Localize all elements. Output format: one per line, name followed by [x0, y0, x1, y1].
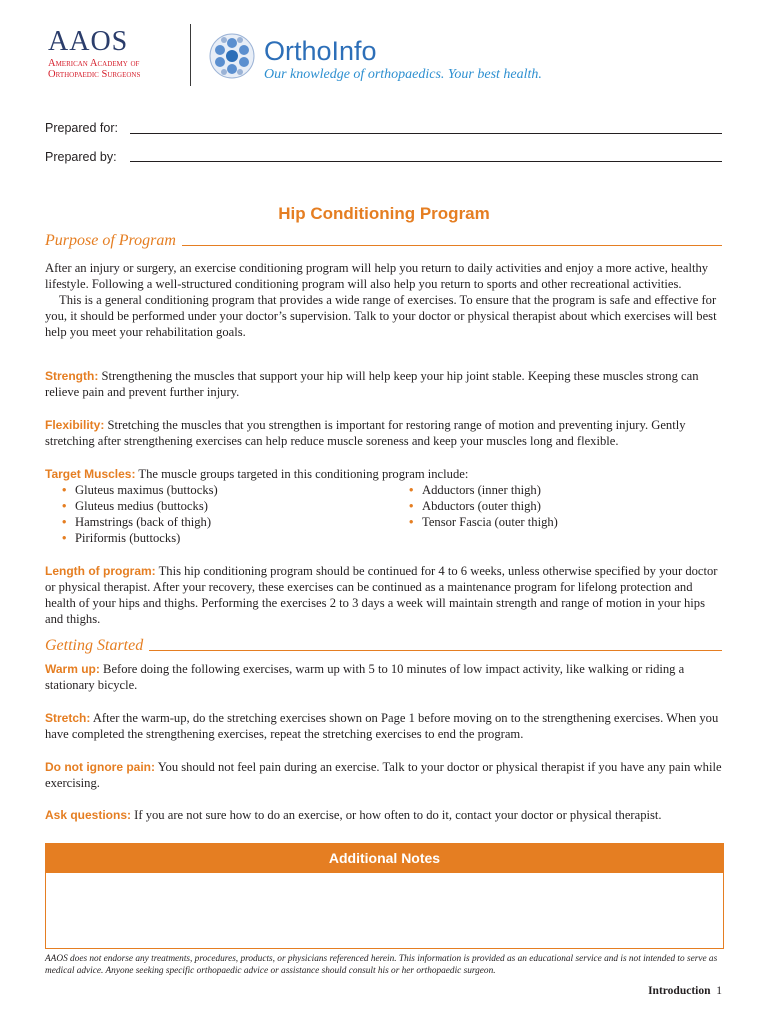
getting-started-heading-text: Getting Started [45, 637, 144, 654]
aaos-mark: AAOS [48, 26, 129, 57]
target-muscles-list-right [407, 482, 707, 530]
target-muscles-paragraph [45, 466, 723, 482]
questions-label: Ask questions: [45, 808, 132, 822]
disclaimer: AAOS does not endorse any treatments, procedures, products, or physicians referenced herein. This information is provided as an educational service and is not intended to serve as medical advice. Anyone seeking specific orthopaedic advice or assistance should consult his or her orthopaedic surgeon. [45, 954, 718, 976]
stretch-paragraph [45, 710, 723, 742]
length-label: Length of program: [45, 564, 156, 578]
flexibility-label: Flexibility: [45, 418, 105, 432]
warmup-paragraph [45, 661, 723, 693]
strength-label: Strength: [45, 369, 99, 383]
list-item: • Gluteus maximus (buttocks) [60, 482, 390, 498]
length-paragraph [45, 563, 723, 627]
orthoinfo-tagline: Our knowledge of orthopaedics. Your best health. [264, 67, 542, 82]
list-item: • Piriformis (buttocks) [60, 530, 390, 546]
getting-started-heading [45, 637, 722, 655]
pain-paragraph [45, 759, 723, 791]
warmup-label: Warm up: [45, 662, 100, 676]
target-muscles-text: The muscle groups targeted in this conditioning program include: [138, 467, 469, 481]
additional-notes-heading: Additional Notes [46, 844, 723, 873]
page-number: 1 [716, 985, 722, 997]
list-item: • Hamstrings (back of thigh) [60, 514, 390, 530]
page-title: Hip Conditioning Program [278, 204, 490, 223]
heading-rule [149, 650, 722, 651]
length-text: This hip conditioning program should be continued for 4 to 6 weeks, unless otherwise specified by your doctor or physical therapist. After your recovery, these exercises can be continued as a maintenance program for lifelong protection and health of your hips and thighs. Performing the exercises 2 to 3 days a week will maintain strength and range of motion in your hips and thighs. [45, 564, 718, 626]
flexibility-paragraph [45, 417, 723, 449]
purpose-p2: This is a general conditioning program that provides a wide range of exercises. To ensure that the program is safe and effective for you, it should be performed under your doctor’s supervision. Talk to your doctor or physical therapist about which exercises will best help you meet your rehabilitation goals. [45, 293, 717, 339]
header-divider [190, 24, 191, 86]
prepared-for-field[interactable] [130, 133, 722, 134]
prepared-for-label: Prepared for: [45, 121, 118, 135]
aaos-name-line1: American Academy of [48, 58, 140, 69]
strength-paragraph [45, 368, 723, 400]
heading-rule [182, 245, 722, 246]
list-item: • Gluteus medius (buttocks) [60, 498, 390, 514]
list-item: • Abductors (outer thigh) [407, 498, 707, 514]
stretch-text: After the warm-up, do the stretching exercises shown on Page 1 before moving on to the strengthening exercises. When you have completed the strengthening exercises, repeat the stretching exercises to end the program. [45, 711, 719, 741]
pain-text: You should not feel pain during an exercise. Talk to your doctor or physical therapist if you have any pain while exercising. [45, 760, 722, 790]
additional-notes-box[interactable] [45, 843, 724, 949]
page-footer [648, 985, 722, 997]
purpose-heading-text: Purpose of Program [45, 232, 176, 249]
purpose-heading [45, 232, 722, 250]
aaos-name-line2: Orthopaedic Surgeons [48, 69, 141, 80]
list-item: • Adductors (inner thigh) [407, 482, 707, 498]
questions-text: If you are not sure how to do an exercise, or how often to do it, contact your doctor or physical therapist. [134, 808, 662, 822]
purpose-p1: After an injury or surgery, an exercise conditioning program will help you return to daily activities and enjoy a more active, healthy lifestyle. Following a well-structured conditioning program will also help you return to sports and other recreational activities. [45, 261, 709, 291]
questions-paragraph [45, 807, 723, 823]
prepared-by-label: Prepared by: [45, 150, 117, 164]
target-muscles-label: Target Muscles: [45, 467, 136, 481]
strength-text: Strengthening the muscles that support your hip will help keep your hip joint stable. Keeping these muscles strong can relieve pain and prevent further injury. [45, 369, 699, 399]
footer-section: Introduction [648, 985, 711, 997]
pain-label: Do not ignore pain: [45, 760, 155, 774]
stretch-label: Stretch: [45, 711, 91, 725]
purpose-text [45, 260, 723, 340]
target-muscles-list-left [60, 482, 390, 546]
aaos-logo [48, 28, 140, 80]
list-item: • Tensor Fascia (outer thigh) [407, 514, 707, 530]
prepared-by-field[interactable] [130, 161, 722, 162]
flexibility-text: Stretching the muscles that you strengthen is important for restoring range of motion and preventing injury. Gently stretching after strengthening exercises can help reduce muscle soreness and keep your muscles long and flexible. [45, 418, 686, 448]
orthoinfo-title: OrthoInfo [264, 36, 377, 66]
orthoinfo-globe-icon [208, 32, 256, 85]
warmup-text: Before doing the following exercises, warm up with 5 to 10 minutes of low impact activity, like walking or riding a stationary bicycle. [45, 662, 685, 692]
